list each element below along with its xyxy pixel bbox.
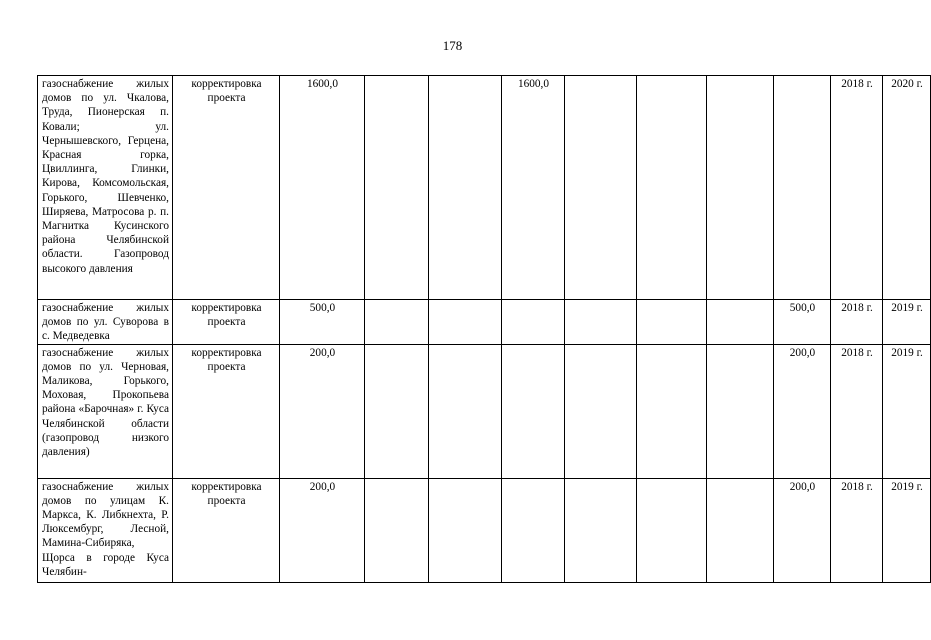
amount-cell <box>502 300 565 345</box>
amount-cell <box>707 478 774 582</box>
total-amount-cell: 200,0 <box>280 344 365 478</box>
start-year-cell: 2018 г. <box>831 76 883 300</box>
amount-cell <box>637 76 707 300</box>
work-type-cell: корректировка проекта <box>173 300 280 345</box>
work-type-cell: корректировка проекта <box>173 344 280 478</box>
amount-cell <box>365 478 429 582</box>
end-year-cell: 2019 г. <box>883 300 931 345</box>
start-year-cell: 2018 г. <box>831 344 883 478</box>
amount-cell <box>502 478 565 582</box>
object-name-cell: газоснабжение жилых домов по улицам К. Маркса, К. Либкнехта, Р. Люксембург, Лесной, Мамина-Сибиряка, Щорса в городе Куса Челябин- <box>38 478 173 582</box>
amount-cell <box>565 344 637 478</box>
end-year-cell: 2020 г. <box>883 76 931 300</box>
amount-cell <box>565 300 637 345</box>
table-row <box>38 344 931 478</box>
amount-cell: 500,0 <box>774 300 831 345</box>
amount-cell: 1600,0 <box>502 76 565 300</box>
amount-cell <box>707 344 774 478</box>
program-table <box>37 75 931 583</box>
end-year-cell: 2019 г. <box>883 344 931 478</box>
amount-cell <box>637 344 707 478</box>
amount-cell <box>707 76 774 300</box>
total-amount-cell: 1600,0 <box>280 76 365 300</box>
amount-cell <box>365 76 429 300</box>
table-row <box>38 300 931 345</box>
amount-cell <box>502 344 565 478</box>
object-name-cell: газоснабжение жилых домов по ул. Черновая, Маликова, Горького, Моховая, Прокопьева района «Барочная» г. Куса Челябинской области (газопровод низкого давления) <box>38 344 173 478</box>
amount-cell <box>637 478 707 582</box>
table-row <box>38 478 931 582</box>
amount-cell <box>774 76 831 300</box>
work-type-cell: корректировка проекта <box>173 76 280 300</box>
table-row <box>38 76 931 300</box>
amount-cell <box>429 478 502 582</box>
amount-cell <box>429 344 502 478</box>
amount-cell <box>637 300 707 345</box>
end-year-cell: 2019 г. <box>883 478 931 582</box>
amount-cell: 200,0 <box>774 478 831 582</box>
total-amount-cell: 200,0 <box>280 478 365 582</box>
work-type-cell: корректировка проекта <box>173 478 280 582</box>
amount-cell <box>365 344 429 478</box>
amount-cell <box>429 300 502 345</box>
page-number: 178 <box>442 38 463 53</box>
amount-cell: 200,0 <box>774 344 831 478</box>
amount-cell <box>429 76 502 300</box>
amount-cell <box>565 478 637 582</box>
amount-cell <box>707 300 774 345</box>
object-name-cell: газоснабжение жилых домов по ул. Чкалова, Труда, Пионерская п. Ковали; ул. Чернышевского, Герцена, Красная горка, Цвиллинга, Глинки, Кирова, Комсомольская, Горького, Шевченко, Ширяева, Матросова р. п. Магнитка Кусинского района Челябинской области. Газопровод высокого давления <box>38 76 173 300</box>
start-year-cell: 2018 г. <box>831 478 883 582</box>
object-name-cell: газоснабжение жилых домов по ул. Суворова в с. Медведевка <box>38 300 173 345</box>
start-year-cell: 2018 г. <box>831 300 883 345</box>
amount-cell <box>565 76 637 300</box>
total-amount-cell: 500,0 <box>280 300 365 345</box>
amount-cell <box>365 300 429 345</box>
